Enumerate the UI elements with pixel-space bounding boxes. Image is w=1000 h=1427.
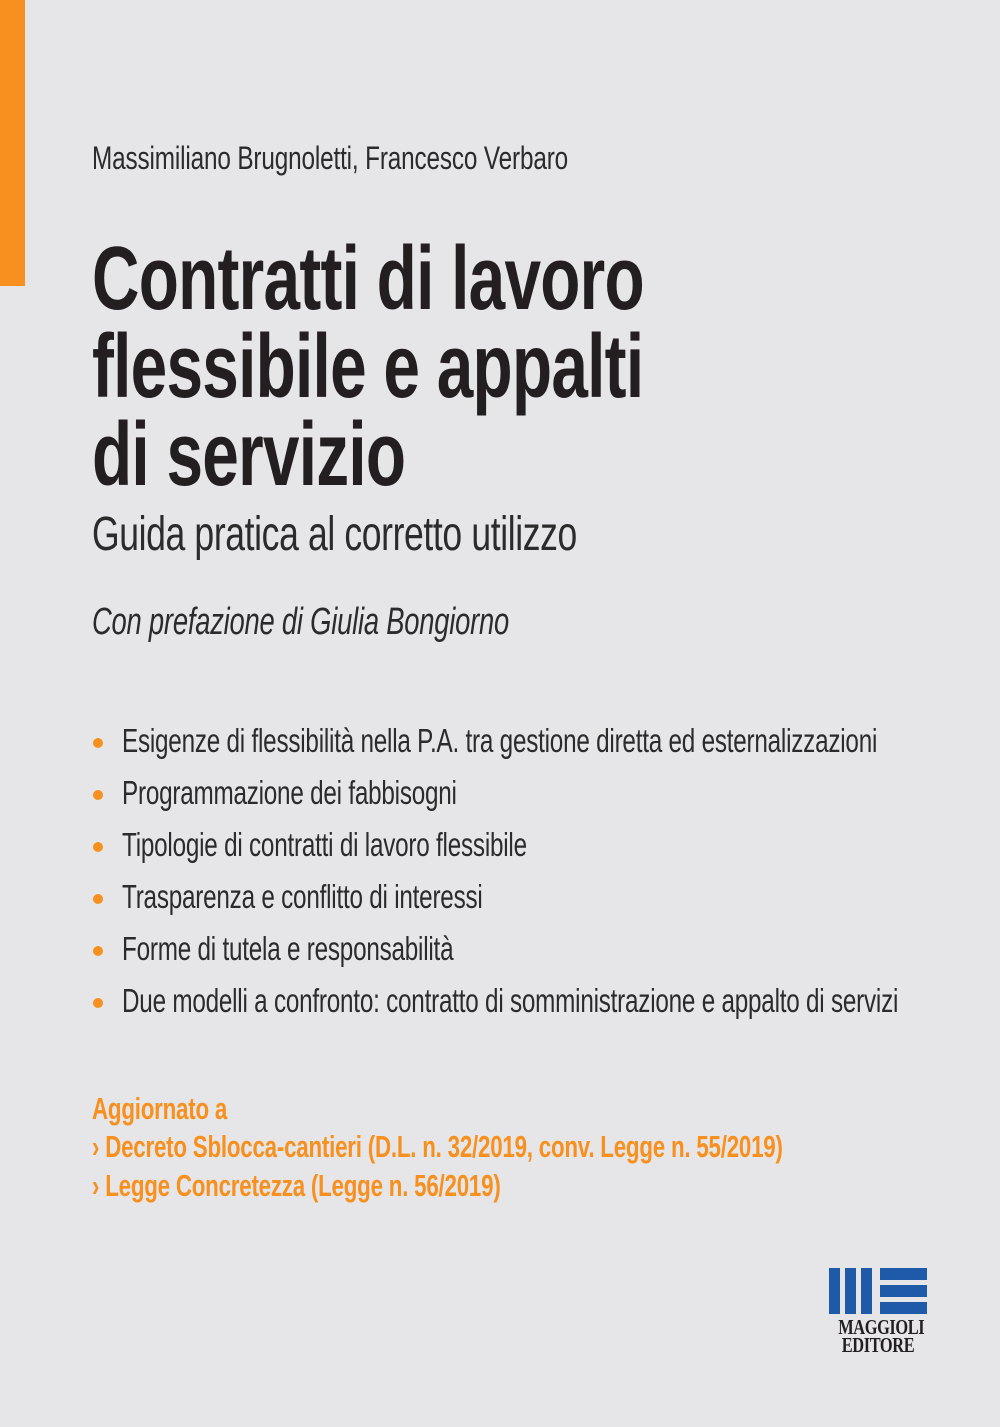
publisher-logo bbox=[829, 1268, 927, 1356]
title-line-1: Contratti di lavoro bbox=[92, 229, 644, 329]
bullet-dot-icon bbox=[93, 894, 103, 904]
authors: Massimiliano Brugnoletti, Francesco Verbaro bbox=[92, 140, 569, 176]
bullet-dot-icon bbox=[93, 998, 103, 1008]
list-item-text: Esigenze di flessibilità nella P.A. tra gestione diretta ed esternalizzazioni bbox=[122, 722, 878, 759]
logo-bar-icon bbox=[880, 1268, 927, 1280]
bullet-dot-icon bbox=[93, 842, 103, 852]
orange-accent-bar bbox=[0, 0, 25, 286]
list-item-text: Forme di tutela e responsabilità bbox=[122, 930, 454, 967]
list-item-text: Tipologie di contratti di lavoro flessibile bbox=[122, 826, 527, 863]
publisher-name: MAGGIOLI bbox=[838, 1315, 925, 1339]
subtitle: Guida pratica al corretto utilizzo bbox=[92, 508, 577, 561]
list-item-text: Trasparenza e conflitto di interessi bbox=[122, 878, 483, 915]
title-line-2: flessibile e appalti bbox=[92, 317, 644, 417]
list-item-text: Programmazione dei fabbisogni bbox=[122, 774, 457, 811]
logo-bar-icon bbox=[829, 1268, 840, 1314]
bullet-dot-icon bbox=[93, 946, 103, 956]
logo-bar-icon bbox=[861, 1268, 872, 1314]
updates-heading: Aggiornato a bbox=[92, 1091, 228, 1126]
logo-bar-icon bbox=[880, 1302, 927, 1314]
bullet-dot-icon bbox=[93, 790, 103, 800]
update-item: › Legge Concretezza (Legge n. 56/2019) bbox=[92, 1168, 501, 1203]
bullet-dot-icon bbox=[93, 738, 103, 748]
logo-bar-icon bbox=[845, 1268, 856, 1314]
title-line-3: di servizio bbox=[92, 405, 406, 505]
update-item: › Decreto Sblocca-cantieri (D.L. n. 32/2019, conv. Legge n. 55/2019) bbox=[92, 1129, 783, 1164]
preface-credit: Con prefazione di Giulia Bongiorno bbox=[92, 601, 510, 643]
publisher-subname: EDITORE bbox=[841, 1333, 915, 1357]
logo-bar-icon bbox=[880, 1285, 927, 1297]
list-item-text: Due modelli a confronto: contratto di somministrazione e appalto di servizi bbox=[122, 982, 899, 1019]
